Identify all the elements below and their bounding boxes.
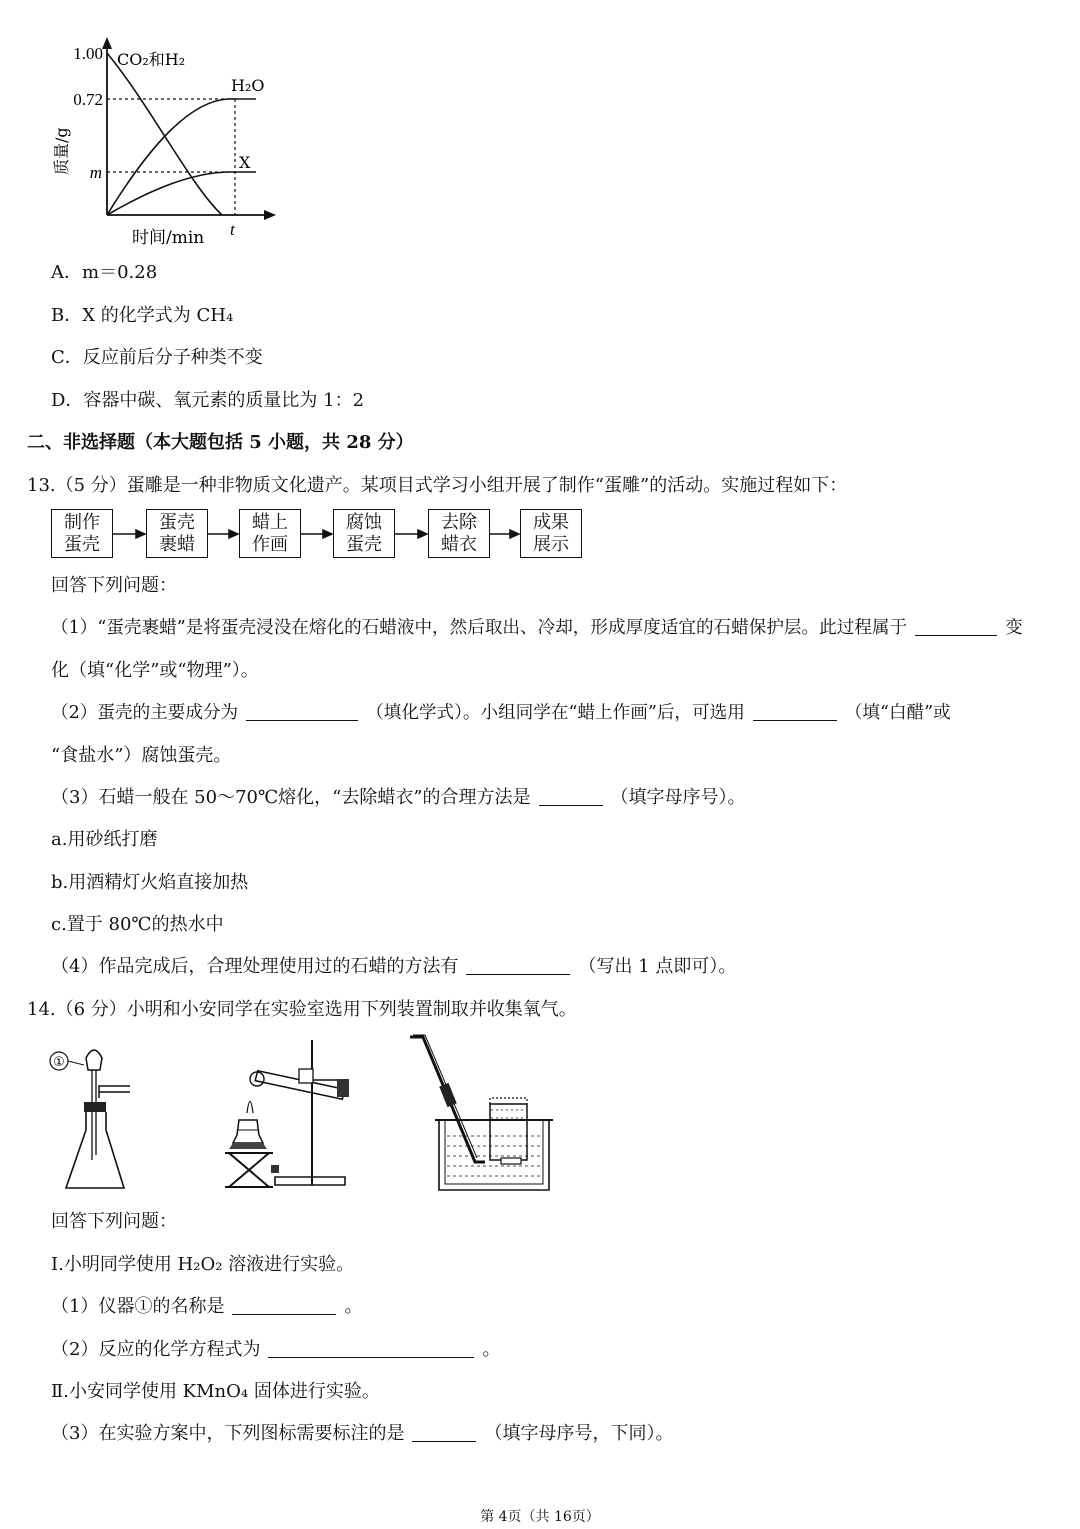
q13-part2-cont: “食盐水”）腐蚀蛋壳。 [51, 745, 232, 766]
q14-q1: （1）仪器①的名称是 。 [51, 1296, 363, 1317]
flow-step-5: 去除 蜡衣 [428, 509, 490, 558]
q13-answer-prompt: 回答下列问题： [51, 575, 177, 596]
option-d: D．容器中碳、氧元素的质量比为 1：2 [51, 390, 365, 411]
option-a: A．m＝0.28 [51, 262, 158, 283]
q13-part3: （3）石蜡一般在 50～70℃熔化，“去除蜡衣”的合理方法是 （填字母序号）。 [51, 787, 746, 808]
q14-q3: （3）在实验方案中，下列图标需要标注的是 （填字母序号，下同）。 [51, 1423, 674, 1444]
y-axis-arrow [102, 37, 112, 49]
flow-step-4: 腐蚀 蛋壳 [333, 509, 395, 558]
blank-1[interactable] [915, 617, 997, 636]
blank-7[interactable] [268, 1339, 474, 1358]
tick-072: 0.72 [73, 90, 103, 109]
q14-stem: 14.（6 分）小明和小安同学在实验室选用下列装置制取并收集氧气。 [27, 999, 577, 1020]
x-axis-label: 时间/min [132, 228, 205, 248]
q13-option-c: c.置于 80℃的热水中 [51, 914, 224, 935]
flow-step-1: 制作 蛋壳 [51, 509, 113, 558]
flow-step-6: 成果 展示 [520, 509, 582, 558]
tick-100: 1.00 [73, 44, 103, 63]
flow-step-3: 蜡上 作画 [239, 509, 301, 558]
circle-number-1: ① [53, 1055, 65, 1070]
q13-option-a: a.用砂纸打磨 [51, 829, 158, 850]
tick-t: t [230, 220, 235, 239]
blank-5[interactable] [466, 956, 570, 975]
apparatus-heating-tube [215, 1035, 365, 1195]
flow-arrows [0, 520, 600, 550]
blank-2[interactable] [246, 702, 358, 721]
section-title: 二、非选择题（本大题包括 5 小题，共 28 分） [27, 432, 414, 453]
blank-8[interactable] [412, 1423, 476, 1442]
q14-q2: （2）反应的化学方程式为 。 [51, 1339, 501, 1360]
q13-part4: （4）作品完成后，合理处理使用过的石蜡的方法有 （写出 1 点即可）。 [51, 956, 737, 977]
q14-answer-prompt: 回答下列问题： [51, 1211, 177, 1232]
q13-part1: （1）“蛋壳裹蜡”是将蛋壳浸没在熔化的石蜡液中，然后取出、冷却，形成厚度适宜的石蜡保护层。此过程属于 变 [51, 618, 1023, 638]
label-x: X [239, 153, 251, 172]
blank-6[interactable] [232, 1296, 336, 1315]
x-axis-arrow [264, 210, 276, 220]
flow-step-2: 蛋壳 裹蜡 [146, 509, 208, 558]
q13-option-b: b.用酒精灯火焰直接加热 [51, 872, 249, 893]
label-h2o: H₂O [231, 76, 265, 95]
curve-h2o [107, 99, 256, 215]
mass-time-graph [40, 35, 290, 250]
blank-4[interactable] [539, 787, 603, 806]
option-c: C．反应前后分子种类不变 [51, 347, 263, 368]
apparatus-flask-funnel [44, 1040, 144, 1196]
q13-part1-cont: 化（填“化学”或“物理”）。 [51, 660, 259, 681]
option-b: B．X 的化学式为 CH₄ [51, 305, 234, 326]
y-axis-label: 质量/g [52, 127, 71, 175]
curve-x [107, 172, 256, 215]
blank-3[interactable] [753, 702, 837, 721]
q14-part-ii: Ⅱ.小安同学使用 KMnO₄ 固体进行实验。 [51, 1381, 380, 1402]
q13-part2: （2）蛋壳的主要成分为 （填化学式）。小组同学在“蜡上作画”后，可选用 （填“白醋”或 [51, 703, 951, 723]
tick-m: m [89, 163, 102, 182]
curve-co2-h2 [107, 53, 222, 215]
label-co2-h2: CO₂和H₂ [117, 50, 186, 69]
q13-stem: 13.（5 分）蛋雕是一种非物质文化遗产。某项目式学习小组开展了制作“蛋雕”的活动。实施过程如下： [27, 475, 848, 496]
apparatus-water-collection [405, 1032, 560, 1197]
page-footer: 第 4页（共 16页） [480, 1509, 600, 1525]
q14-part-i: Ⅰ.小明同学使用 H₂O₂ 溶液进行实验。 [51, 1254, 355, 1275]
